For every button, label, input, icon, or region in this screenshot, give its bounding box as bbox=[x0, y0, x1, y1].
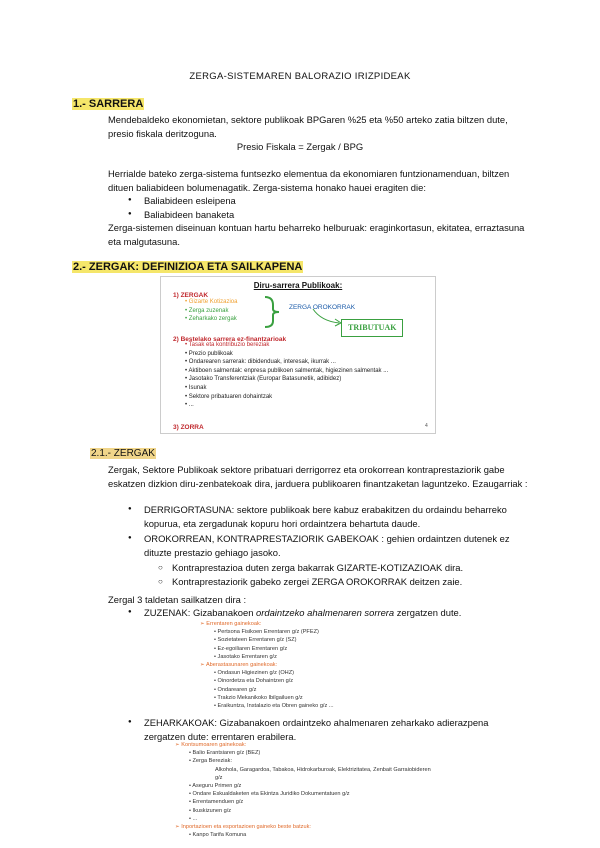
section-2-1-paragraph-1: Zergak, Sektore Publikoak sektore pribatuari derrigorrez eta orokorrean kontraprestaziorik gabe eskatzen dizkion diru-zenbatekoak dira, jarduera publikoaren finantzaketan laguntzeko. Ezaugarriak : bbox=[108, 464, 528, 489]
list-item: • Zeharkako zergak bbox=[185, 316, 237, 323]
list-item: • Prezio publikoak bbox=[185, 350, 233, 357]
zeharkakoak-bullet bbox=[108, 716, 528, 743]
list-item: ● OROKORREAN, KONTRAPRESTAZIORIK GABEKOAK : gehien ordaintzen dutenek ez dituzte prestazio gehiago jasoko. bbox=[108, 532, 528, 559]
zeharkakoak-figure bbox=[175, 741, 435, 839]
figure-group-3-heading: 3) ZORRA bbox=[173, 424, 204, 431]
section-1-heading: 1.- SARRERA bbox=[73, 98, 144, 110]
list-item: • Ondare Eskualdaketen eta Ekintza Juridiko Dokumentatuen g/z bbox=[189, 791, 350, 798]
section-2-1-heading: 2.1.- ZERGAK bbox=[91, 448, 155, 459]
list-item: • Ikuskizunen g/z bbox=[189, 807, 232, 814]
list-item: • Aktiboen salmentak: enpresa publikoen salmentak, higiezinen salmentak ... bbox=[185, 367, 389, 374]
zuzenak-bullet bbox=[108, 606, 528, 620]
figure-group-1-list bbox=[185, 298, 237, 324]
list-item: Alkohola, Garagardoa, Tabakoa, Hidrokarburoak, Elektrizitatea, Zenbait Garraiobideren g/z bbox=[215, 766, 431, 781]
list-item: • Tasak eta kontribuzio bereziak bbox=[185, 342, 270, 348]
diru-sarrera-figure bbox=[160, 276, 436, 434]
list-item: • Ondarearen sarrerak: dibidenduak, interesak, ikurrak ... bbox=[185, 359, 336, 366]
list-item: ➢ Inportazioen eta esportazioen gaineko beste batzuk: bbox=[175, 824, 311, 831]
list-item: ➢ Errentaren gainekoak: bbox=[200, 621, 262, 627]
figure-title: Diru-sarrera Publikoak: bbox=[253, 281, 343, 290]
section-1-bullet-list bbox=[108, 194, 528, 221]
presio-fiskala-formula: Presio Fiskala = Zergak / BPG bbox=[236, 141, 364, 152]
list-item: • Zerga Bereziak: bbox=[189, 758, 232, 765]
curly-brace-icon bbox=[261, 295, 291, 329]
list-item: ● ZEHARKAKOAK: Gizabanakoen ordaintzeko ahalmenaren zeharkako adierazpena zergatzen dute: errentaren erabilera. bbox=[108, 716, 528, 743]
list-item: ➢ Aberastasunaren gainekoak: bbox=[200, 662, 278, 669]
list-item: ➢ Kontsumoaren gainekoak: bbox=[175, 742, 247, 748]
list-item: • Jasotako Errentaren g/z bbox=[214, 653, 277, 660]
list-item: • ... bbox=[185, 402, 194, 409]
list-item: • Zerga zuzenak bbox=[185, 307, 229, 314]
list-item: ● Baliabideen banaketa bbox=[108, 208, 528, 222]
section-2-1-paragraph-2: Zergal 3 taldetan sailkatzen dira : bbox=[108, 594, 247, 605]
zerga-orokorrak-label: ZERGA OROKORRAK bbox=[289, 304, 356, 311]
figure-group-1-heading: 1) ZERGAK bbox=[173, 292, 209, 299]
list-item: • Ondarearen g/z bbox=[214, 686, 257, 693]
list-item: • Kanpo Tarifa Komuna bbox=[189, 832, 247, 839]
list-item: ● DERRIGORTASUNA: sektore publikoak bere kabuz erabakitzen du ordaindu beharreko kopurua, eta zergadunak kopuru hori ordaintzera behartuta daude. bbox=[108, 503, 528, 530]
arrow-icon bbox=[311, 307, 345, 329]
section-1-paragraph-2: Herrialde bateko zerga-sistema funtsezko elementua da ekonomiaren funtzionamenduan, biltzen dituen baliabideen bolumenagatik. Zerga-sistema honako hauei eragiten die: bbox=[108, 168, 510, 193]
list-item: • Ez-egoiliaren Errentaren g/z bbox=[214, 645, 288, 652]
list-item: • Errentamenduen g/z bbox=[189, 799, 244, 806]
section-2-heading: 2.- ZERGAK: DEFINIZIOA ETA SAILKAPENA bbox=[73, 261, 303, 273]
list-item: • Eraikuntza, Instalazio eta Obren gaineko g/z ... bbox=[214, 703, 334, 710]
list-item: • Balio Erantsiaren g/z (BEZ) bbox=[189, 750, 261, 757]
list-item: ● Baliabideen esleipena bbox=[108, 194, 528, 208]
list-item: • Trakzio Mekanikoko Ibilgailuen g/z bbox=[214, 694, 303, 701]
list-item: • Gizarte Kotizazioa bbox=[185, 299, 238, 305]
figure-page-number: 4 bbox=[425, 423, 428, 429]
list-item: ● ZUZENAK: Gizabanakoen ordaintzeko ahalmenaren sorrera zergatzen dute. bbox=[108, 606, 528, 620]
list-item: • Sektore pribatuaren dohaintzak bbox=[185, 393, 273, 400]
section-1-paragraph-1: Mendebaldeko ekonomietan, sektore publikoak BPGaren %25 eta %50 arteko zatia biltzen dute, presio fiskala deritzoguna. bbox=[108, 114, 508, 139]
section-1-paragraph-3: Zerga-sistemen diseinuan kontuan hartu beharreko helburuak: eraginkortasun, ekitatea, erraztasuna eta malgutasuna. bbox=[108, 222, 525, 247]
list-item: • Isunak bbox=[185, 384, 207, 391]
list-item: • Sozietateen Errentaren g/z (SZ) bbox=[214, 637, 297, 644]
list-item: • Pertsona Fisikoen Errentaren g/z (PFEZ) bbox=[214, 629, 319, 636]
list-item: • Jasotako Transferentziak (Europar Batasunetik, adibidez) bbox=[185, 376, 342, 383]
zuzenak-figure bbox=[200, 620, 400, 710]
figure-group-2-list bbox=[185, 341, 425, 410]
list-item: • Ondasun Higiezinen g/z (OHZ) bbox=[214, 670, 294, 677]
tributuak-box: TRIBUTUAK bbox=[341, 319, 403, 337]
list-item: ○ Kontraprestaziorik gabeko zergei ZERGA OROKORRAK deitzen zaie. bbox=[108, 575, 528, 589]
document-title: ZERGA-SISTEMAREN BALORAZIO IRIZPIDEAK bbox=[189, 71, 411, 82]
ezaugarriak-list bbox=[108, 503, 528, 588]
list-item: • Aseguru Primen g/z bbox=[189, 783, 242, 790]
list-item: ○ Kontraprestazioa duten zerga bakarrak GIZARTE-KOTIZAZIOAK dira. bbox=[108, 561, 528, 575]
list-item: • ... bbox=[189, 815, 198, 822]
list-item: • Oinordetza eta Dohaintzen g/z bbox=[214, 678, 294, 685]
figure-group-2-heading: 2) Bestelako sarrera ez-finantzarioak bbox=[173, 336, 287, 343]
